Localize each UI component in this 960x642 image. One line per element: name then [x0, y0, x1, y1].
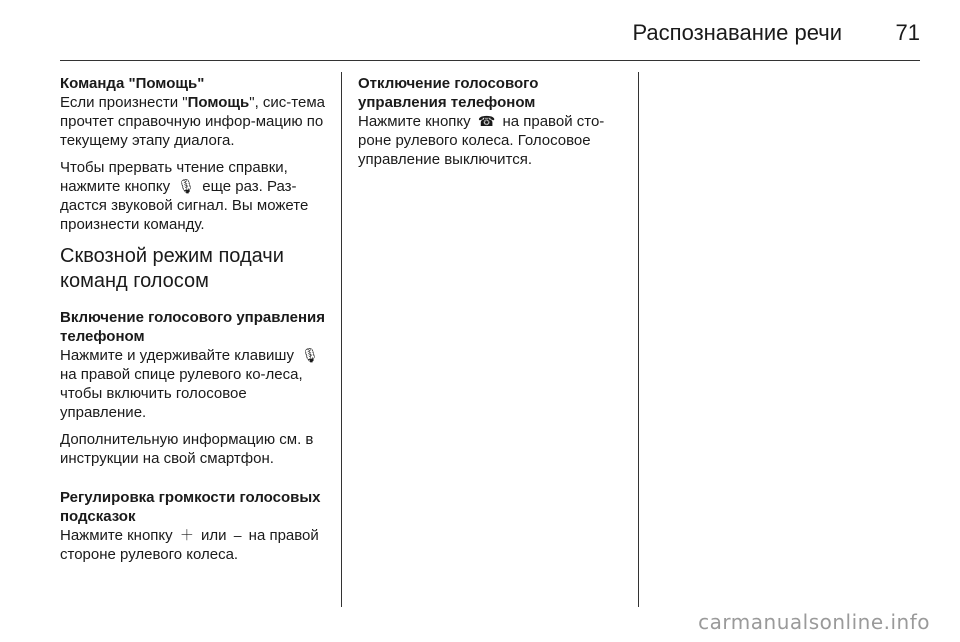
voice-command-icon: 🎙 [301, 347, 319, 363]
paragraph: Нажмите и удерживайте клавишу 🎙 на правой спице рулевого ко-леса, чтобы включить голосовое управление. [60, 346, 328, 422]
plus-icon: ＋ [179, 527, 194, 543]
column-divider-1 [341, 72, 342, 607]
section-heading-enable: Включение голосового управления телефоном [60, 309, 325, 345]
page-header [60, 14, 920, 50]
minus-icon: – [233, 527, 242, 543]
header-divider [60, 60, 920, 61]
paragraph: Нажмите кнопку ＋ или – на правой стороне рулевого колеса. [60, 527, 319, 563]
voice-command-icon: 🎙 [177, 178, 196, 194]
column-divider-2 [638, 72, 639, 607]
paragraph: Чтобы прервать чтение справки, нажмите кнопку 🎙 еще раз. Раз-дастся звуковой сигнал. Вы можете произнести команду. [60, 159, 309, 233]
page-title: Распознавание речи [632, 20, 842, 45]
paragraph: Нажмите кнопку ☎ на правой сто-роне рулевого колеса. Голосовое управление выключится. [358, 113, 605, 168]
section-heading-disable: Отключение голосового управления телефоном [358, 75, 539, 111]
column-middle [358, 74, 623, 177]
section-heading-help: Команда "Помощь" [60, 75, 205, 92]
section-title: Сквозной режим подачи команд голосом [60, 245, 284, 292]
column-left [60, 74, 328, 572]
section-heading-volume: Регулировка громкости голосовых подсказок [60, 489, 321, 525]
paragraph: Дополнительную информацию см. в инструкции на свой смартфон. [60, 431, 314, 467]
hang-up-icon: ☎ [477, 113, 496, 129]
page-number: 71 [895, 20, 920, 45]
watermark: carmanualsonline.info [698, 610, 930, 634]
paragraph: Если произнести "Помощь", сис-тема прочтет справочную инфор-мацию по текущему этапу диалога. [60, 94, 325, 149]
